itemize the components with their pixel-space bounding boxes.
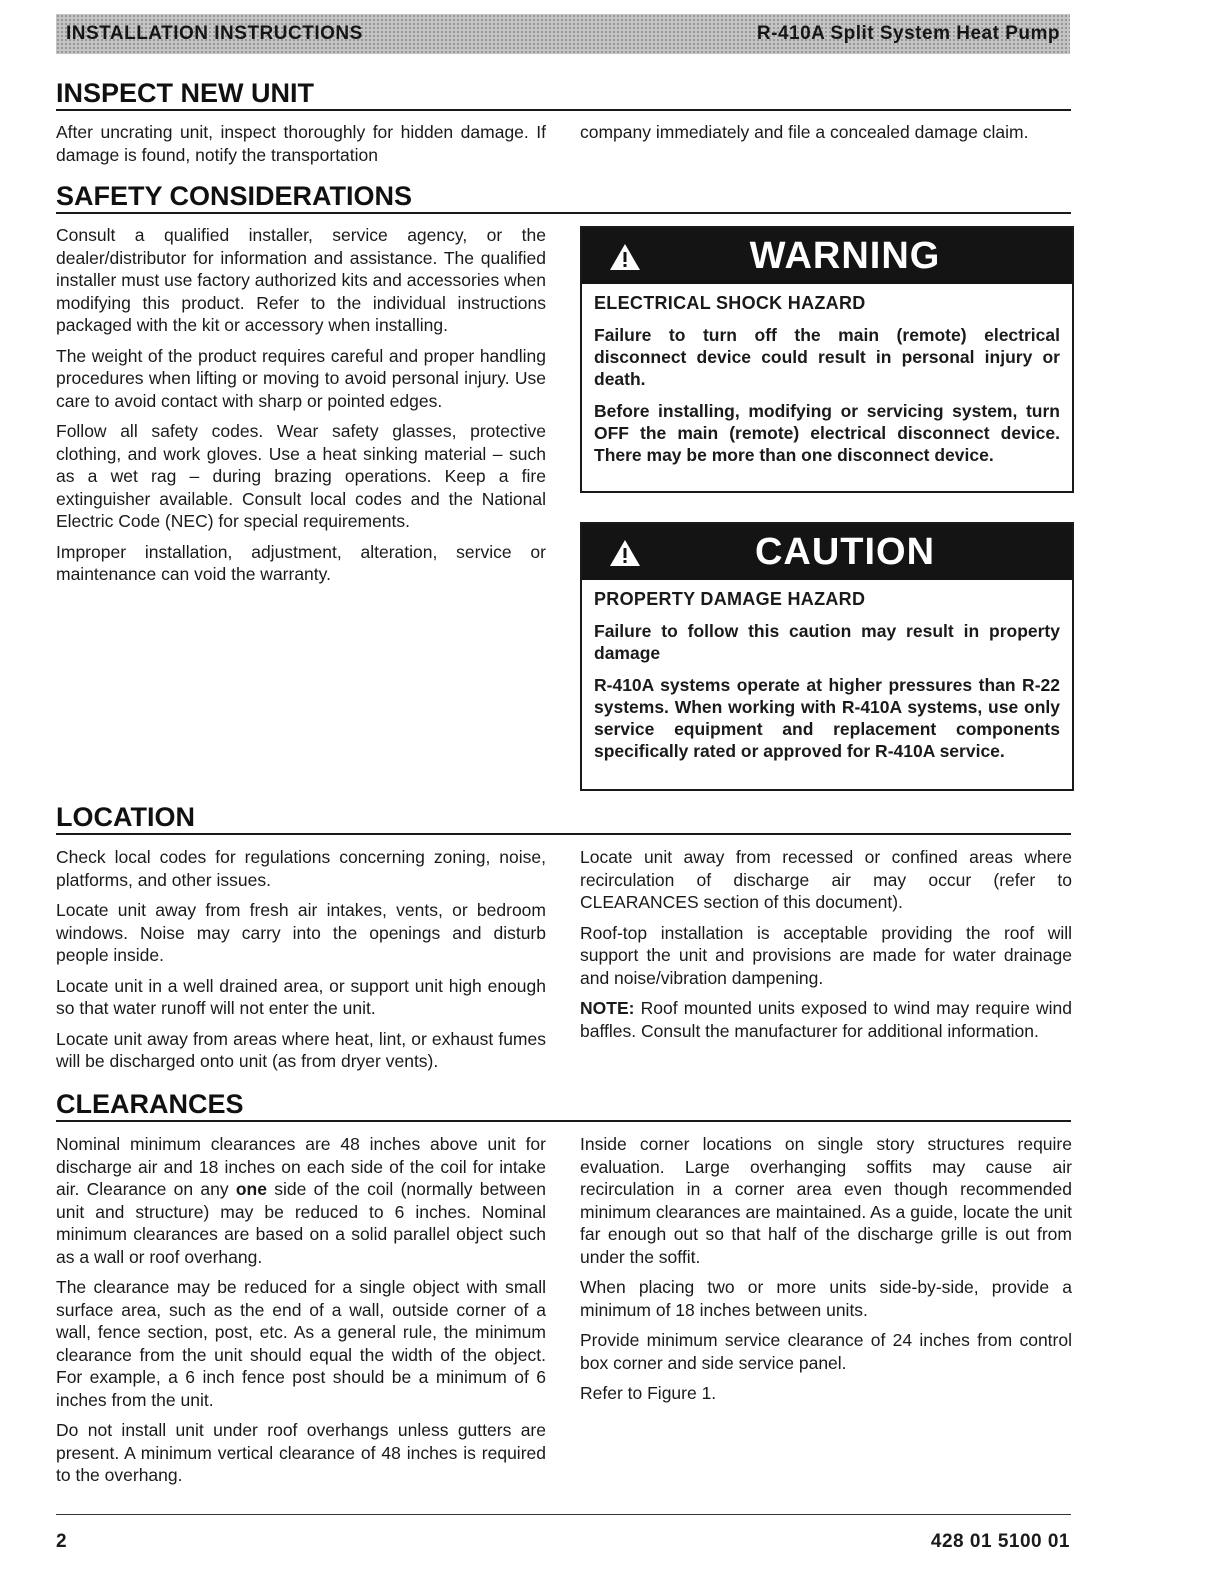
clearances-paragraph: The clearance may be reduced for a single object with small surface area, such as the end of a wall, outside corner of a wall, fence section, post, etc. As a general rule, the minimum clearance from the unit should equal the width of the object. For example, a 6 inch fence post should be a minimum of 6 inches from the unit. — [56, 1277, 546, 1410]
location-right-column — [580, 846, 1072, 1050]
clearances-paragraph: Provide minimum service clearance of 24 inches from control box corner and side service panel. — [580, 1330, 1072, 1373]
location-paragraph: Locate unit away from areas where heat, lint, or exhaust fumes will be discharged onto unit (as from dryer vents). — [56, 1028, 546, 1071]
warning-text: Before installing, modifying or servicing system, turn OFF the main (remote) electrical disconnect device. There may be more than one disconnect device. — [594, 401, 1060, 465]
caution-box — [580, 522, 1074, 791]
location-note — [580, 997, 1072, 1042]
header-title-right: R-410A Split System Heat Pump — [756, 23, 1060, 44]
location-left-column — [56, 846, 546, 1081]
location-paragraph: Check local codes for regulations concerning zoning, noise, platforms, and other issues. — [56, 847, 546, 890]
safety-paragraph: Improper installation, adjustment, alteration, service or maintenance can void the warranty. — [56, 541, 546, 584]
caution-text: Failure to follow this caution may result in property damage — [594, 621, 1060, 663]
warning-label: WARNING — [749, 235, 941, 277]
clearances-emphasis: one — [235, 1179, 267, 1199]
location-paragraph: Locate unit in a well drained area, or support unit high enough so that water runoff will not enter the unit. — [56, 975, 546, 1018]
clearances-paragraph: Inside corner locations on single story structures require evaluation. Large overhanging soffits may cause air recirculation in a corner area even though recommended minimum clearances are maintained. As a guide, locate the unit far enough out so that half of the discharge grille is out from under the soffit. — [580, 1134, 1072, 1267]
clearances-text-part: Nominal minimum clearances are 48 inches above unit for discharge air and 18 inches on each side of the coil for intake air. Clearance on any — [56, 1134, 546, 1199]
location-paragraph: Locate unit away from fresh air intakes, vents, or bedroom windows. Noise may carry into the openings and disturb people inside. — [56, 900, 546, 965]
clearances-left-column — [56, 1133, 546, 1495]
caution-label: CAUTION — [754, 531, 936, 573]
inspect-text-left: After uncrating unit, inspect thoroughly for hidden damage. If damage is found, notify the transportation — [56, 122, 546, 165]
location-paragraph: Locate unit away from recessed or confined areas where recirculation of discharge air may occur (refer to CLEARANCES section of this document). — [580, 847, 1072, 912]
location-paragraph: Roof-top installation is acceptable providing the roof will support the unit and provisions are made for water drainage and noise/vibration dampening. — [580, 922, 1072, 988]
warning-hazard-title: ELECTRICAL SHOCK HAZARD — [594, 293, 866, 313]
section-heading-inspect: INSPECT NEW UNIT — [56, 78, 1071, 111]
inspect-text-right: company immediately and file a concealed damage claim. — [580, 122, 1029, 142]
safety-paragraph: Consult a qualified installer, service agency, or the dealer/distributor for information and assistance. The qualified installer must use factory authorized kits and accessories when modifying this product. Refer to the individual instructions packaged with the kit or accessory when installing. — [56, 225, 546, 335]
section-heading-safety: SAFETY CONSIDERATIONS — [56, 181, 1071, 214]
caution-hazard-title: PROPERTY DAMAGE HAZARD — [594, 589, 866, 609]
warning-text: Failure to turn off the main (remote) electrical disconnect device could result in personal injury or death. — [594, 325, 1060, 389]
section-heading-clearances: CLEARANCES — [56, 1089, 1071, 1122]
note-label: NOTE: — [580, 998, 635, 1018]
warning-banner — [582, 228, 1072, 284]
inspect-left-column — [56, 121, 546, 174]
warning-box — [580, 226, 1074, 493]
figure-reference: Refer to Figure 1. — [580, 1383, 717, 1403]
inspect-right-column — [580, 121, 1072, 152]
note-text: Roof mounted units exposed to wind may require wind baffles. Consult the manufacturer for additional information. — [580, 998, 1072, 1041]
caution-banner — [582, 524, 1072, 580]
clearances-paragraph: Do not install unit under roof overhangs unless gutters are present. A minimum vertical clearance of 48 inches is required to the overhang. — [56, 1420, 546, 1485]
clearances-paragraph: When placing two or more units side-by-side, provide a minimum of 18 inches between units. — [580, 1277, 1072, 1320]
page-number: 2 — [56, 1531, 67, 1552]
clearances-right-column — [580, 1133, 1072, 1413]
header-title-left: INSTALLATION INSTRUCTIONS — [66, 23, 363, 44]
safety-paragraph: Follow all safety codes. Wear safety glasses, protective clothing, and work gloves. Use a heat sinking material – such as a wet rag – during brazing operations. Keep a fire extinguisher available. Consult local codes and the National Electric Code (NEC) for special requirements. — [56, 421, 546, 531]
safety-paragraph: The weight of the product requires careful and proper handling procedures when lifting or moving to avoid personal injury. Use care to avoid contact with sharp or pointed edges. — [56, 345, 546, 411]
page-header-band — [56, 14, 1070, 54]
clearances-paragraph — [56, 1133, 546, 1268]
document-number: 428 01 5100 01 — [930, 1531, 1070, 1552]
clearances-text-part: side of the coil (normally between unit and structure) may be reduced to 6 inches. Nominal minimum clearances are based on a solid parallel object such as a wall or roof overhang. — [56, 1179, 546, 1267]
section-heading-location: LOCATION — [56, 802, 1071, 835]
footer-divider — [56, 1514, 1071, 1515]
caution-text: R-410A systems operate at higher pressures than R-22 systems. When working with R-410A systems, use only service equipment and replacement components specifically rated or approved for R-410A service. — [594, 675, 1060, 761]
safety-column — [56, 224, 546, 594]
